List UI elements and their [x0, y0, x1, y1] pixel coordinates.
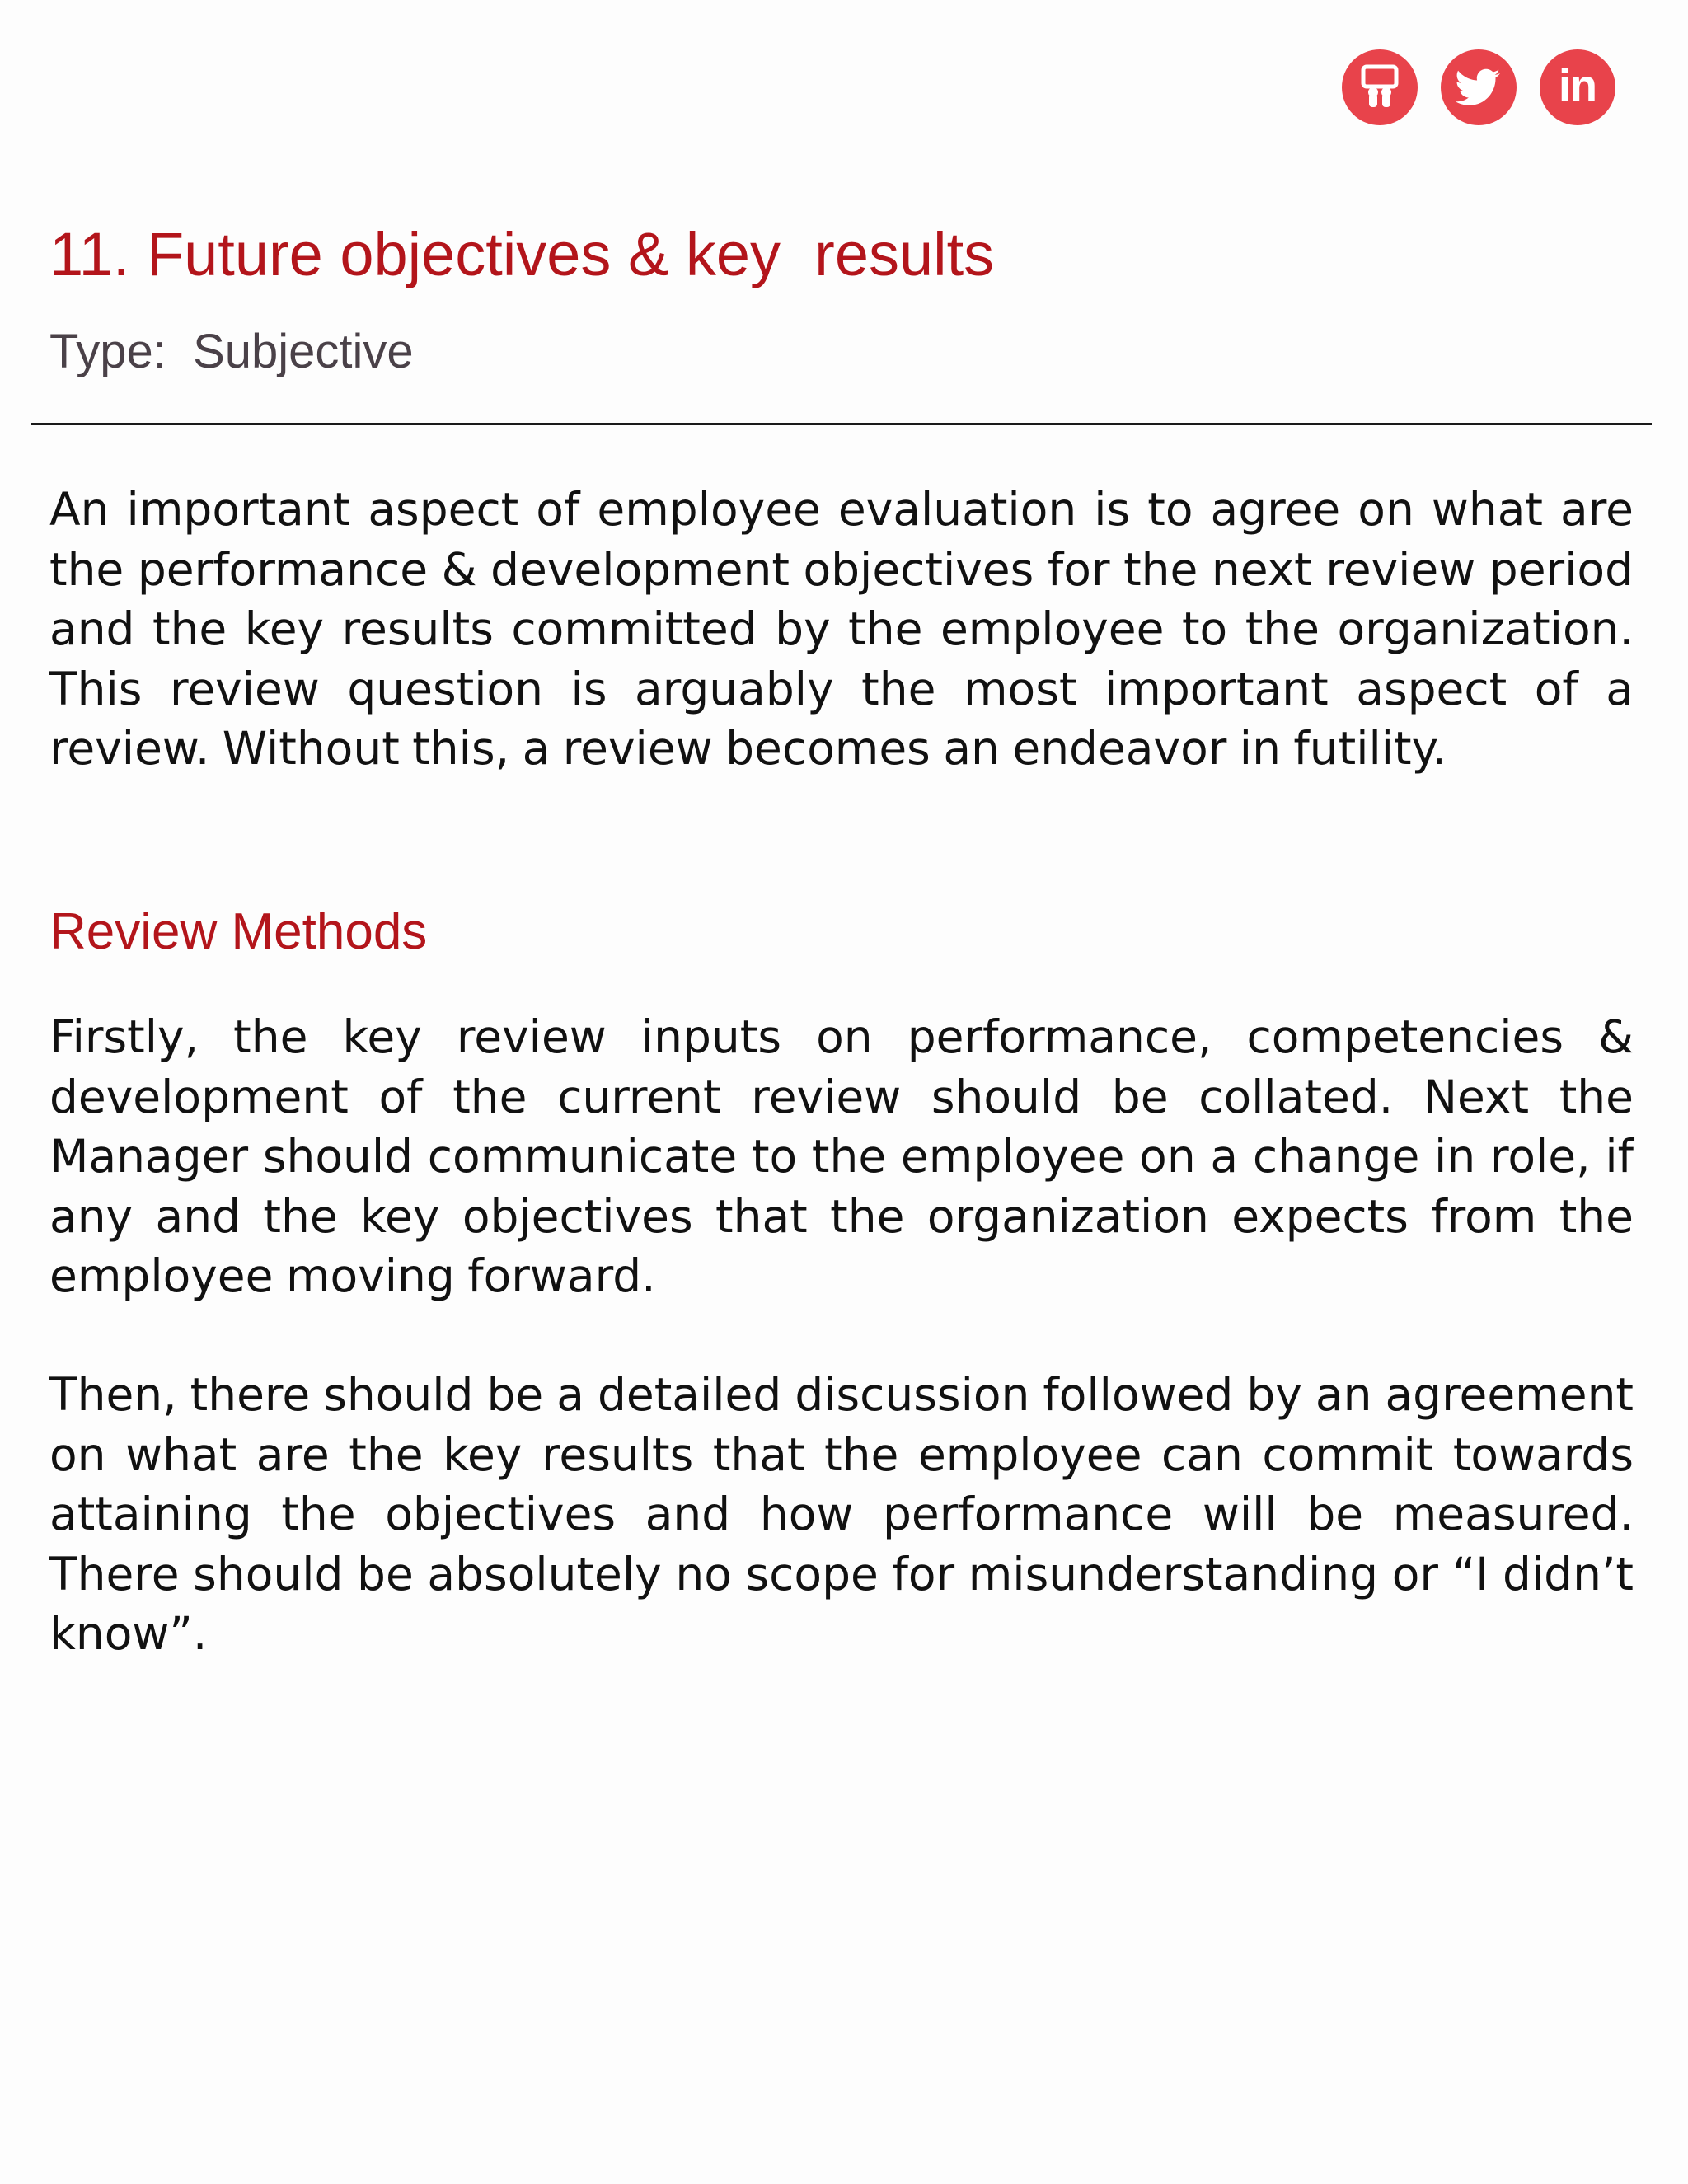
page-title: 11. Future objectives & key results	[49, 220, 995, 288]
section-heading-review-methods: Review Methods	[49, 903, 428, 960]
linkedin-icon: in	[1559, 61, 1597, 110]
slideshare-button[interactable]	[1342, 49, 1418, 125]
method-paragraph-2: Then, there should be a detailed discussion followed by an agreement on what are the key results that the employee can commit towards attaining the objectives and how performance will be measured. There should be absolutely no scope for misunderstanding or “I didn’t know”.	[49, 1368, 1634, 1660]
question-type: Type: Subjective	[49, 325, 414, 378]
social-links	[1342, 49, 1615, 125]
twitter-button[interactable]	[1441, 49, 1517, 125]
divider	[31, 423, 1652, 425]
slideshare-icon	[1359, 64, 1400, 110]
linkedin-button[interactable]	[1540, 49, 1615, 125]
method-paragraph-1: Firstly, the key review inputs on performance, competencies & development of the current review should be collated. Next the Manager should communicate to the employee on a change in role, if any and the key objectives that the organization expects from the employee moving forward.	[49, 1010, 1634, 1302]
intro-paragraph: An important aspect of employee evaluation is to agree on what are the performance & development objectives for the next review period and the key results committed by the employee to the organization. This review question is arguably the most important aspect of a review. Without this, a review becomes an endeavor in futility.	[49, 483, 1634, 775]
twitter-icon	[1456, 68, 1502, 106]
